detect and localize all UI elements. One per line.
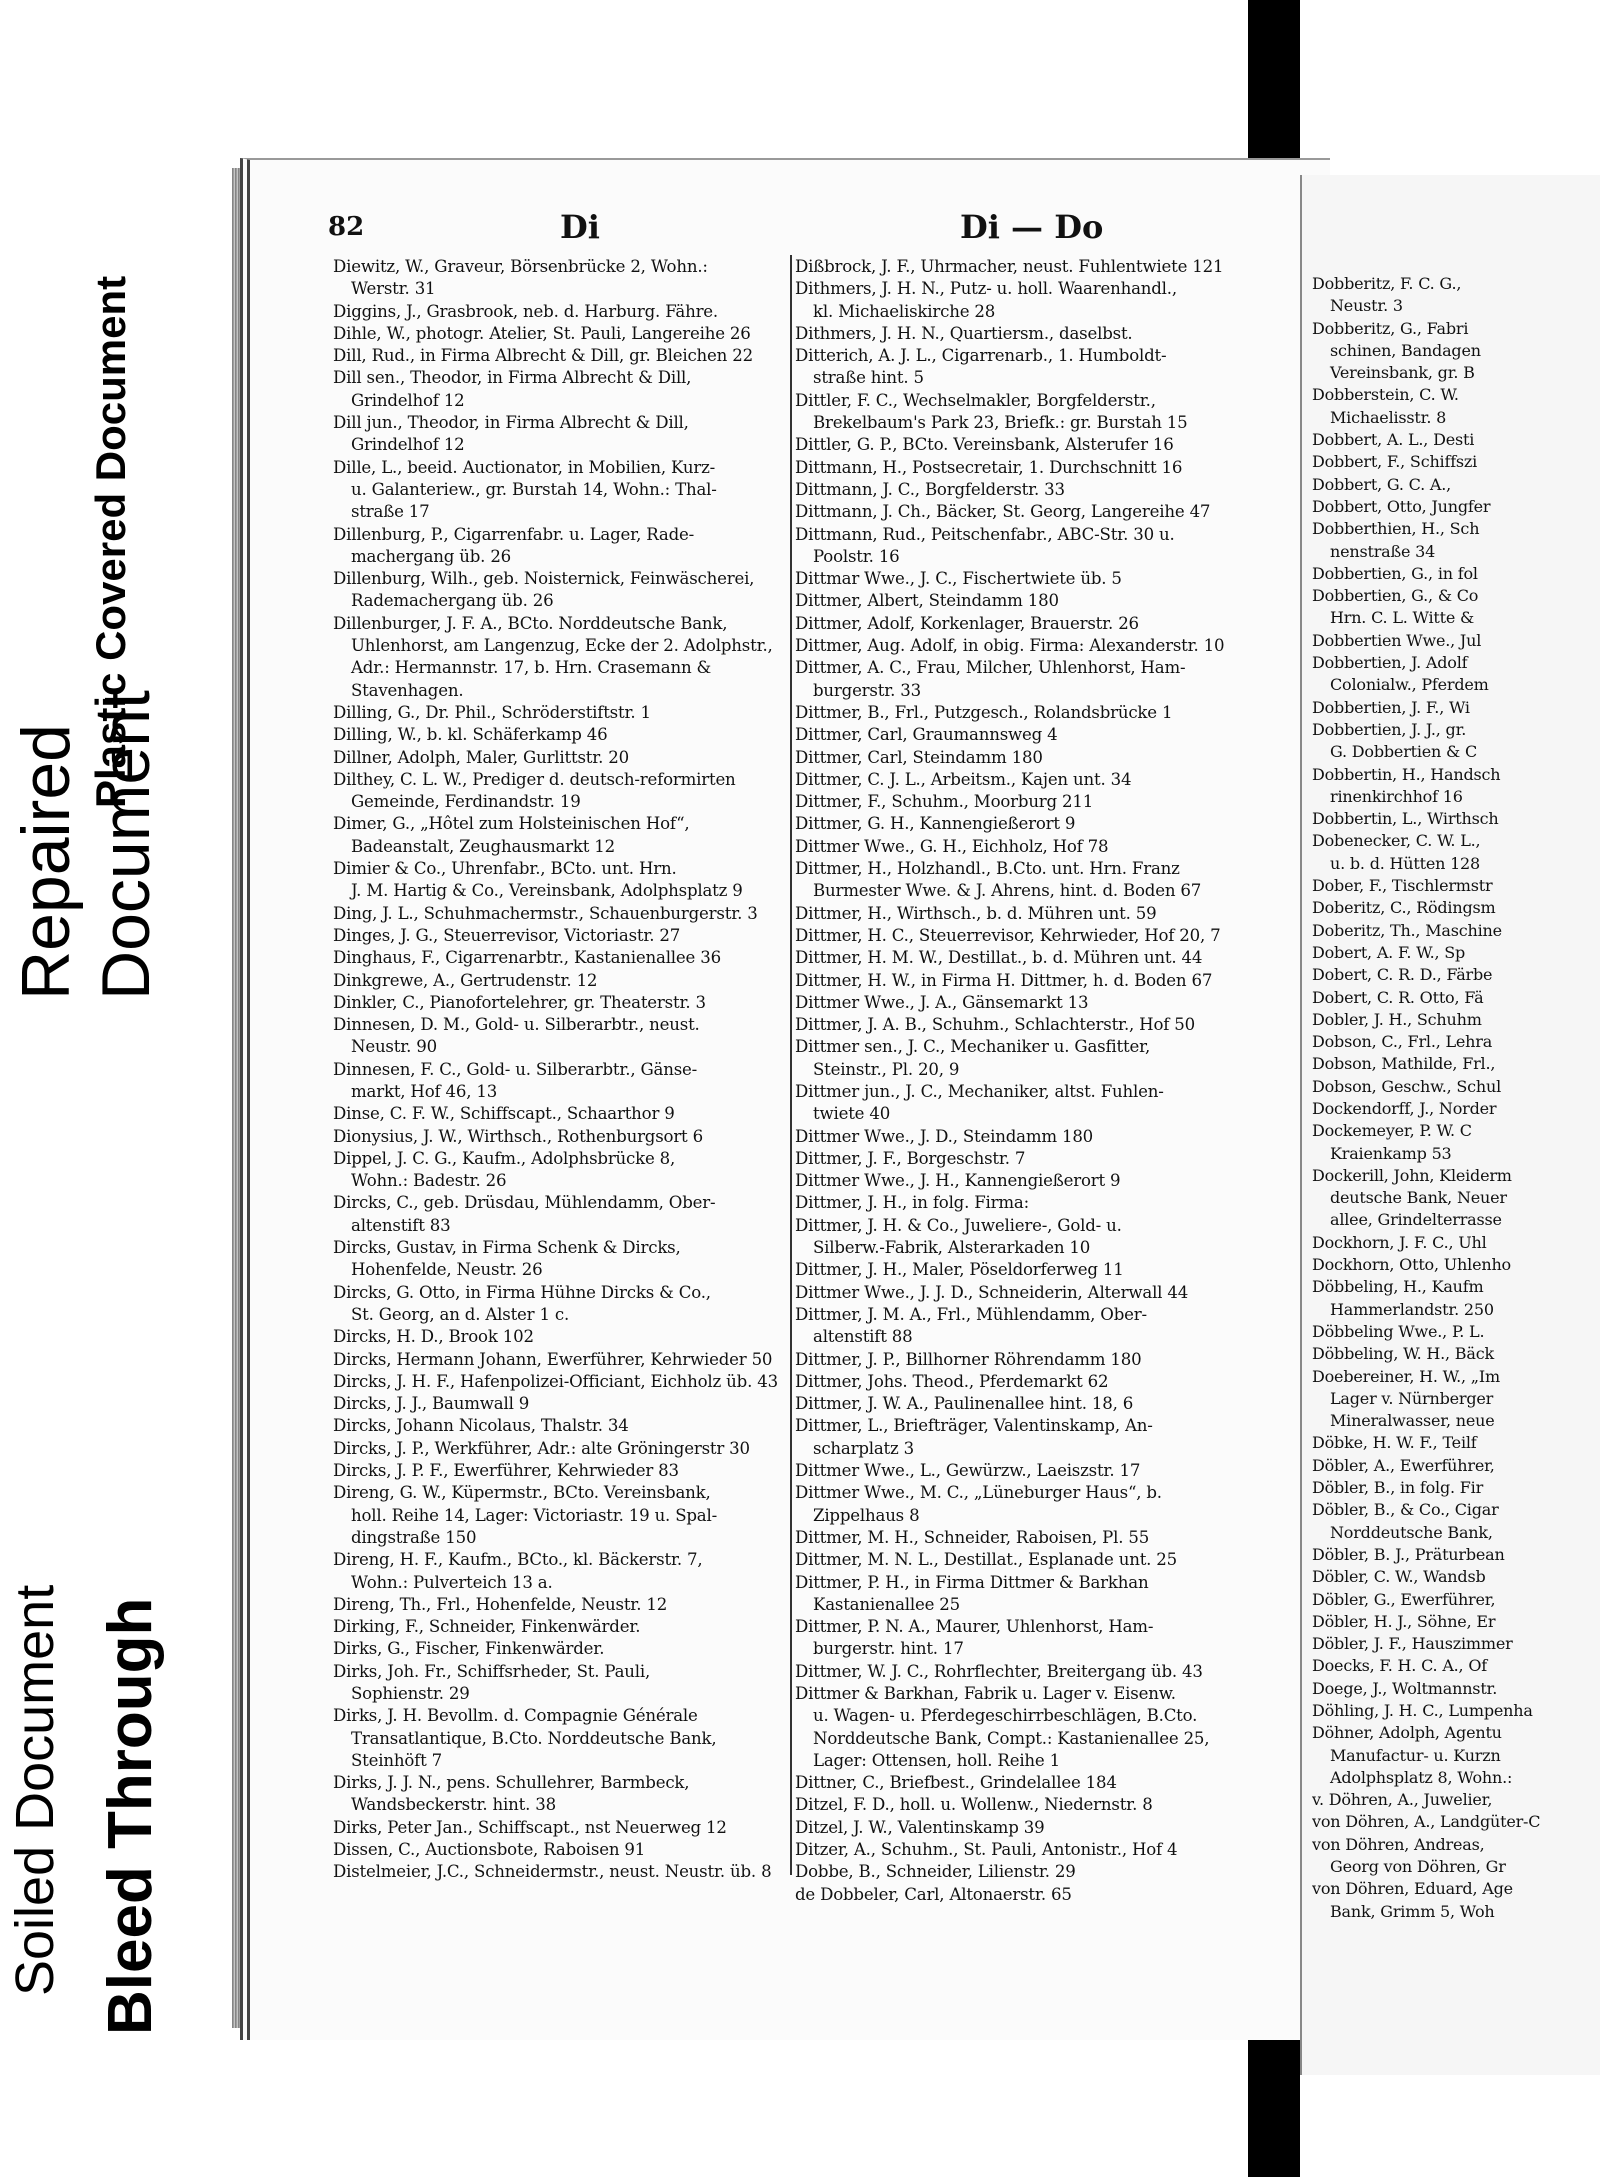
directory-entry-line: Transatlantique, B.Cto. Norddeutsche Bank, xyxy=(351,1728,717,1748)
page-header-right: Di — Do xyxy=(960,208,1104,246)
directory-entry-line: Dittmer, P. H., in Firma Dittmer & Barkhan xyxy=(795,1572,1149,1592)
directory-entry-line: Ding, J. L., Schuhmachermstr., Schauenburgerstr. 3 xyxy=(333,903,758,923)
directory-entry-line: Ditzel, J. W., Valentinskamp 39 xyxy=(795,1817,1045,1837)
directory-entry-line: Wandsbeckerstr. hint. 38 xyxy=(351,1795,556,1815)
directory-entry-line: Dinkgrewe, A., Gertrudenstr. 12 xyxy=(333,970,598,990)
repaired-label: Repaired xyxy=(8,724,84,1000)
directory-entry-line: Hrn. C. L. Witte & xyxy=(1330,608,1475,628)
directory-entry-line: Dilling, W., b. kl. Schäferkamp 46 xyxy=(333,725,608,745)
directory-entry-line: Dobbert, Otto, Jungfer xyxy=(1312,496,1491,516)
directory-entry-line: Dobbertien Wwe., Jul xyxy=(1312,630,1482,650)
directory-entry-line: Dircks, J. J., Baumwall 9 xyxy=(333,1394,530,1414)
directory-entry-line: altenstift 83 xyxy=(351,1215,451,1235)
directory-entry-line: Dissen, C., Auctionsbote, Raboisen 91 xyxy=(333,1840,646,1860)
directory-entry-line: Dittmer, J. H. & Co., Juweliere-, Gold- u. xyxy=(795,1215,1122,1235)
directory-entry-line: Dobert, A. F. W., Sp xyxy=(1312,942,1466,962)
directory-entry-line: Distelmeier, J.C., Schneidermstr., neust. Neustr. üb. 8 xyxy=(333,1862,772,1882)
directory-entry-line: Döbler, C. W., Wandsb xyxy=(1312,1567,1486,1587)
directory-entry-line: Diewitz, W., Graveur, Börsenbrücke 2, Wohn.: xyxy=(333,257,708,276)
directory-entry-line: Dittmann, J. Ch., Bäcker, St. Georg, Langereihe 47 xyxy=(795,502,1211,522)
directory-entry-line: Dobbertien, J. Adolf xyxy=(1312,653,1468,673)
directory-entry-line: Dille, L., beeid. Auctionator, in Mobilien, Kurz- xyxy=(333,457,716,477)
directory-entry-line: St. Georg, an d. Alster 1 c. xyxy=(351,1304,570,1324)
directory-entry-line: Werstr. 31 xyxy=(351,279,436,299)
directory-entry-line: Dißbrock, J. F., Uhrmacher, neust. Fuhlentwiete 121 xyxy=(795,257,1224,276)
directory-entry-line: Dirks, J. H. Bevollm. d. Compagnie Générale xyxy=(333,1706,698,1726)
directory-entry-line: Dobert, C. R. Otto, Fä xyxy=(1312,987,1484,1007)
plastic-covered-label: Plastic Covered Document xyxy=(87,275,134,808)
directory-entry-line: Dobberthien, H., Sch xyxy=(1312,519,1480,539)
document-label: Document xyxy=(88,690,164,1000)
directory-entry-line: Gemeinde, Ferdinandstr. 19 xyxy=(351,792,581,812)
directory-entry-line: Hammerlandstr. 250 xyxy=(1330,1299,1494,1319)
directory-entry-line: Uhlenhorst, am Langenzug, Ecke der 2. Adolphstr., xyxy=(351,636,773,656)
directory-entry-line: Dircks, J. P., Werkführer, Adr.: alte Gröningerstr 30 xyxy=(333,1438,750,1458)
directory-entry-line: Dillenburger, J. F. A., BCto. Norddeutsche Bank, xyxy=(333,613,728,633)
directory-entry-line: Dobenecker, C. W. L., xyxy=(1312,831,1481,851)
directory-entry-line: markt, Hof 46, 13 xyxy=(351,1081,498,1101)
directory-entry-line: Dimier & Co., Uhrenfabr., BCto. unt. Hrn. xyxy=(333,859,677,879)
directory-entry-line: Dittmann, Rud., Peitschenfabr., ABC-Str. 30 u. xyxy=(795,524,1175,544)
directory-entry-line: Wohn.: Badestr. 26 xyxy=(351,1171,507,1191)
directory-entry-line: Dittmann, H., Postsecretair, 1. Durchschnitt 16 xyxy=(795,457,1183,477)
directory-entry-line: Dittmer, Aug. Adolf, in obig. Firma: Alexanderstr. 10 xyxy=(795,636,1225,656)
directory-entry-line: Steinstr., Pl. 20, 9 xyxy=(813,1059,960,1079)
directory-entry-line: Dittmer, C. J. L., Arbeitsm., Kajen unt. 34 xyxy=(795,769,1132,789)
directory-entry-line: Dill, Rud., in Firma Albrecht & Dill, gr. Bleichen 22 xyxy=(333,346,753,366)
directory-entry-line: Döhling, J. H. C., Lumpenha xyxy=(1312,1701,1533,1720)
directory-entry-line: Dittmer, Albert, Steindamm 180 xyxy=(795,591,1059,611)
directory-entry-line: burgerstr. hint. 17 xyxy=(813,1639,964,1659)
directory-entry-line: Stavenhagen. xyxy=(351,680,464,700)
directory-entry-line: Dittmer Wwe., J. J. D., Schneiderin, Alterwall 44 xyxy=(795,1282,1189,1302)
directory-entry-line: Dircks, C., geb. Drüsdau, Mühlendamm, Ober- xyxy=(333,1193,716,1213)
directory-entry-line: Dittmer, H. W., in Firma H. Dittmer, h. d. Boden 67 xyxy=(795,970,1213,990)
directory-entry-line: Dockhorn, J. F. C., Uhl xyxy=(1312,1232,1487,1252)
directory-entry-line: Direng, G. W., Küpermstr., BCto. Vereinsbank, xyxy=(333,1483,711,1503)
directory-entry-line: Dittmer, F., Schuhm., Moorburg 211 xyxy=(795,792,1094,812)
directory-entry-line: Silberw.-Fabrik, Alsterarkaden 10 xyxy=(813,1238,1091,1258)
directory-entry-line: Döbler, J. F., Hauszimmer xyxy=(1312,1634,1513,1654)
directory-entry-line: straße 17 xyxy=(351,502,430,522)
directory-entry-line: Ditzer, A., Schuhm., St. Pauli, Antonistr., Hof 4 xyxy=(795,1840,1178,1860)
directory-entry-line: Döbler, B., in folg. Fir xyxy=(1312,1478,1484,1498)
directory-entry-line: Lager: Ottensen, holl. Reihe 1 xyxy=(813,1750,1060,1770)
directory-entry-line: Dittmer, M. H., Schneider, Raboisen, Pl. 55 xyxy=(795,1527,1150,1547)
directory-entry-line: Manufactur- u. Kurzn xyxy=(1330,1745,1501,1765)
directory-entry-line: v. Döhren, A., Juwelier, xyxy=(1312,1790,1493,1810)
directory-entry-line: Dillenburg, Wilh., geb. Noisternick, Feinwäscherei, xyxy=(333,569,755,589)
directory-entry-line: Dobbertin, H., Handsch xyxy=(1312,764,1501,784)
directory-entry-line: von Döhren, A., Landgüter-C xyxy=(1312,1812,1541,1832)
adjacent-page xyxy=(1300,175,1600,2075)
directory-entry-line: Dittmer, J. H., in folg. Firma: xyxy=(795,1193,1030,1213)
directory-entry-line: Dittmer, J. A. B., Schuhm., Schlachterstr., Hof 50 xyxy=(795,1015,1195,1035)
directory-entry-line: Dober, F., Tischlermstr xyxy=(1312,876,1493,896)
directory-entry-line: Colonialw., Pferdem xyxy=(1330,675,1489,695)
bleed-through-label: Bleed Through xyxy=(96,1597,165,2035)
directory-entry-line: Dobbertien, G., & Co xyxy=(1312,586,1479,606)
directory-entry-line: Dittmer, Johs. Theod., Pferdemarkt 62 xyxy=(795,1371,1109,1391)
directory-entry-line: Rademachergang üb. 26 xyxy=(351,591,554,611)
directory-entry-line: deutsche Bank, Neuer xyxy=(1330,1188,1507,1208)
directory-entry-line: twiete 40 xyxy=(813,1104,891,1124)
directory-entry-line: Dircks, J. P. F., Ewerführer, Kehrwieder 83 xyxy=(333,1461,679,1481)
directory-entry-line: Döbler, G., Ewerführer, xyxy=(1312,1589,1496,1609)
directory-entry-line: Dittmer, L., Briefträger, Valentinskamp, An- xyxy=(795,1416,1153,1436)
directory-entry-line: Wohn.: Pulverteich 13 a. xyxy=(351,1572,553,1592)
directory-entry-line: Dirks, J. J. N., pens. Schullehrer, Barmbeck, xyxy=(333,1773,690,1793)
directory-entry-line: Dittmer, G. H., Kannengießerort 9 xyxy=(795,814,1076,834)
directory-column-right xyxy=(795,256,1255,1906)
directory-entry-line: Dittmer & Barkhan, Fabrik u. Lager v. Eisenw. xyxy=(795,1684,1176,1703)
directory-entry-line: Dittmer, J. P., Billhorner Röhrendamm 180 xyxy=(795,1349,1142,1369)
page-header-left: Di xyxy=(560,208,600,246)
directory-entry-line: Ditterich, A. J. L., Cigarrenarb., 1. Humboldt- xyxy=(795,346,1167,366)
directory-entry-line: Dinnesen, F. C., Gold- u. Silberarbtr., Gänse- xyxy=(333,1059,698,1079)
directory-entry-line: Dillenburg, P., Cigarrenfabr. u. Lager, Rade- xyxy=(333,524,695,544)
directory-entry-line: Direng, H. F., Kaufm., BCto., kl. Bäckerstr. 7, xyxy=(333,1550,703,1570)
directory-entry-line: Neustr. 90 xyxy=(351,1037,437,1057)
directory-entry-line: Dirks, Peter Jan., Schiffscapt., nst Neuerweg 12 xyxy=(333,1817,727,1837)
directory-entry-line: Dircks, J. H. F., Hafenpolizei-Officiant, Eichholz üb. 43 xyxy=(333,1371,778,1391)
directory-entry-line: Dilling, G., Dr. Phil., Schröderstiftstr. 1 xyxy=(333,702,651,722)
directory-entry-line: Dinges, J. G., Steuerrevisor, Victoriastr. 27 xyxy=(333,925,681,945)
directory-entry-line: Burmester Wwe. & J. Ahrens, hint. d. Boden 67 xyxy=(813,881,1202,901)
directory-entry-line: Dittmer, Carl, Graumannsweg 4 xyxy=(795,725,1058,745)
directory-entry-line: holl. Reihe 14, Lager: Victoriastr. 19 u. Spal- xyxy=(351,1505,718,1525)
directory-entry-line: Dittmer, H., Wirthsch., b. d. Mühren unt. 59 xyxy=(795,903,1157,923)
directory-entry-line: Dittmann, J. C., Borgfelderstr. 33 xyxy=(795,479,1065,499)
directory-entry-line: Dockhorn, Otto, Uhlenho xyxy=(1312,1255,1511,1275)
directory-entry-line: Kastanienallee 25 xyxy=(813,1594,961,1614)
directory-entry-line: Ditzel, F. D., holl. u. Wollenw., Niedernstr. 8 xyxy=(795,1795,1153,1815)
directory-entry-line: Doberitz, Th., Maschine xyxy=(1312,920,1502,940)
directory-entry-line: Dittmer sen., J. C., Mechaniker u. Gasfitter, xyxy=(795,1037,1151,1057)
directory-entry-line: Dill jun., Theodor, in Firma Albrecht & Dill, xyxy=(333,413,689,433)
directory-entry-line: Dobbertin, L., Wirthsch xyxy=(1312,809,1499,829)
directory-entry-line: Dittmer Wwe., J. H., Kannengießerort 9 xyxy=(795,1171,1121,1191)
directory-entry-line: J. M. Hartig & Co., Vereinsbank, Adolphsplatz 9 xyxy=(351,881,743,901)
directory-entry-line: Dittmer, Adolf, Korkenlager, Brauerstr. 26 xyxy=(795,613,1139,633)
directory-entry-line: Dobbert, F., Schiffszi xyxy=(1312,452,1478,472)
directory-entry-line: von Döhren, Eduard, Age xyxy=(1312,1879,1513,1899)
directory-entry-line: Dircks, Gustav, in Firma Schenk & Dircks, xyxy=(333,1238,681,1258)
directory-entry-line: Dittmer jun., J. C., Mechaniker, altst. Fuhlen- xyxy=(795,1081,1164,1101)
directory-entry-line: Poolstr. 16 xyxy=(813,546,900,566)
directory-entry-line: Dittmer, Carl, Steindamm 180 xyxy=(795,747,1043,767)
directory-entry-line: u. b. d. Hütten 128 xyxy=(1330,853,1481,873)
directory-entry-line: Dill sen., Theodor, in Firma Albrecht & Dill, xyxy=(333,368,692,388)
directory-entry-line: Döbbeling Wwe., P. L. xyxy=(1312,1321,1485,1341)
directory-entry-line: Doege, J., Woltmannstr. xyxy=(1312,1678,1498,1698)
directory-entry-line: Dillner, Adolph, Maler, Gurlittstr. 20 xyxy=(333,747,630,767)
directory-entry-line: allee, Grindelterrasse xyxy=(1330,1210,1502,1230)
directory-entry-line: Dinnesen, D. M., Gold- u. Silberarbtr., neust. xyxy=(333,1015,700,1035)
directory-entry-line: Hohenfelde, Neustr. 26 xyxy=(351,1260,543,1280)
directory-entry-line: G. Dobbertien & C xyxy=(1330,742,1478,762)
directory-entry-line: Döbke, H. W. F., Teilf xyxy=(1312,1433,1477,1453)
directory-entry-line: Dobbertien, J. F., Wi xyxy=(1312,697,1470,717)
directory-entry-line: Grindelhof 12 xyxy=(351,435,465,455)
directory-entry-line: Dockerill, John, Kleiderm xyxy=(1312,1165,1512,1185)
directory-entry-line: dingstraße 150 xyxy=(351,1527,477,1547)
directory-entry-line: Dircks, H. D., Brook 102 xyxy=(333,1327,534,1347)
directory-entry-line: Dithmers, J. H. N., Putz- u. holl. Waarenhandl., xyxy=(795,279,1177,299)
directory-entry-line: Dittmer, J. W. A., Paulinenallee hint. 18, 6 xyxy=(795,1394,1134,1414)
directory-entry-line: Michaelisstr. 8 xyxy=(1330,407,1447,427)
directory-entry-line: schinen, Bandagen xyxy=(1330,340,1481,360)
directory-entry-line: Kraienkamp 53 xyxy=(1330,1143,1452,1163)
directory-entry-line: Dockemeyer, P. W. C xyxy=(1312,1121,1472,1141)
directory-entry-line: Doecks, F. H. C. A., Of xyxy=(1312,1656,1487,1676)
directory-entry-line: Zippelhaus 8 xyxy=(813,1505,920,1525)
directory-entry-line: nenstraße 34 xyxy=(1330,541,1436,561)
directory-entry-line: Georg von Döhren, Gr xyxy=(1330,1857,1506,1877)
directory-entry-line: Dittmar Wwe., J. C., Fischertwiete üb. 5 xyxy=(795,569,1122,589)
directory-entry-line: Döbler, B., & Co., Cigar xyxy=(1312,1500,1499,1520)
directory-entry-line: Grindelhof 12 xyxy=(351,390,465,410)
directory-entry-line: Dobberitz, F. C. G., xyxy=(1312,274,1462,293)
adjacent-page-column xyxy=(1312,273,1600,1923)
directory-entry-line: Dittmer Wwe., J. D., Steindamm 180 xyxy=(795,1126,1094,1146)
directory-entry-line: Bank, Grimm 5, Woh xyxy=(1330,1901,1495,1921)
directory-entry-line: Dittmer, W. J. C., Rohrflechter, Breitergang üb. 43 xyxy=(795,1661,1203,1681)
directory-entry-line: Dinghaus, F., Cigarrenarbtr., Kastanienallee 36 xyxy=(333,948,721,968)
directory-entry-line: Dobbertien, J. J., gr. xyxy=(1312,719,1467,739)
directory-entry-line: Lager v. Nürnberger xyxy=(1330,1388,1494,1408)
directory-entry-line: Dobbe, B., Schneider, Lilienstr. 29 xyxy=(795,1862,1076,1882)
directory-entry-line: Dionysius, J. W., Wirthsch., Rothenburgsort 6 xyxy=(333,1126,703,1146)
directory-entry-line: Badeanstalt, Zeughausmarkt 12 xyxy=(351,836,616,856)
page-number: 82 xyxy=(328,212,365,242)
directory-entry-line: Dithmers, J. H. N., Quartiersm., daselbst. xyxy=(795,323,1133,343)
directory-entry-line: kl. Michaeliskirche 28 xyxy=(813,301,996,321)
directory-entry-line: Dippel, J. C. G., Kaufm., Adolphsbrücke 8, xyxy=(333,1148,676,1168)
directory-entry-line: Dobson, C., Frl., Lehra xyxy=(1312,1032,1493,1052)
directory-entry-line: Döbler, H. J., Söhne, Er xyxy=(1312,1611,1496,1631)
directory-entry-line: Dobson, Geschw., Schul xyxy=(1312,1076,1502,1096)
directory-entry-line: Dittmer, J. H., Maler, Pöseldorferweg 11 xyxy=(795,1260,1124,1280)
directory-entry-line: Dinse, C. F. W., Schiffscapt., Schaarthor 9 xyxy=(333,1104,675,1124)
directory-entry-line: Norddeutsche Bank, xyxy=(1330,1522,1493,1542)
directory-entry-line: Dittmer, H., Holzhandl., B.Cto. unt. Hrn. Franz xyxy=(795,859,1180,879)
directory-entry-line: Direng, Th., Frl., Hohenfelde, Neustr. 12 xyxy=(333,1594,668,1614)
directory-entry-line: Döbler, A., Ewerführer, xyxy=(1312,1455,1495,1475)
directory-entry-line: Dobberitz, G., Fabri xyxy=(1312,318,1469,338)
directory-entry-line: Sophienstr. 29 xyxy=(351,1684,470,1703)
directory-entry-line: Norddeutsche Bank, Compt.: Kastanienallee 25, xyxy=(813,1728,1210,1748)
directory-entry-line: Dircks, G. Otto, in Firma Hühne Dircks & Co., xyxy=(333,1282,711,1302)
directory-entry-line: Dittmer, B., Frl., Putzgesch., Rolandsbrücke 1 xyxy=(795,702,1173,722)
directory-entry-line: Dircks, Hermann Johann, Ewerführer, Kehrwieder 50 xyxy=(333,1349,773,1369)
directory-entry-line: Dobert, C. R. D., Färbe xyxy=(1312,965,1493,985)
directory-entry-line: Dittner, C., Briefbest., Grindelallee 184 xyxy=(795,1773,1117,1793)
directory-entry-line: Dihle, W., photogr. Atelier, St. Pauli, Langereihe 26 xyxy=(333,323,751,343)
directory-entry-line: Mineralwasser, neue xyxy=(1330,1411,1495,1431)
directory-entry-line: scharplatz 3 xyxy=(813,1438,914,1458)
directory-entry-line: machergang üb. 26 xyxy=(351,546,512,566)
directory-entry-line: Dimer, G., „Hôtel zum Holsteinischen Hof“, xyxy=(333,814,690,834)
directory-entry-line: Steinhöft 7 xyxy=(351,1750,442,1770)
directory-entry-line: Adolphsplatz 8, Wohn.: xyxy=(1330,1767,1513,1787)
directory-column-left xyxy=(333,256,795,1884)
directory-entry-line: Dittmer Wwe., G. H., Eichholz, Hof 78 xyxy=(795,836,1109,856)
directory-entry-line: straße hint. 5 xyxy=(813,368,924,388)
directory-entry-line: Doberitz, C., Rödingsm xyxy=(1312,898,1496,918)
directory-entry-line: altenstift 88 xyxy=(813,1327,913,1347)
directory-entry-line: Dobberstein, C. W. xyxy=(1312,385,1459,405)
directory-entry-line: Dittmer, H. C., Steuerrevisor, Kehrwieder, Hof 20, 7 xyxy=(795,925,1221,945)
directory-entry-line: Dittmer Wwe., M. C., „Lüneburger Haus“, b. xyxy=(795,1483,1162,1503)
directory-entry-line: Dobler, J. H., Schuhm xyxy=(1312,1009,1482,1029)
directory-entry-line: Dirks, G., Fischer, Finkenwärder. xyxy=(333,1639,605,1659)
directory-entry-line: Döbbeling, W. H., Bäck xyxy=(1312,1344,1494,1364)
directory-entry-line: Döhner, Adolph, Agentu xyxy=(1312,1723,1502,1743)
directory-entry-line: Dirks, Joh. Fr., Schiffsrheder, St. Pauli, xyxy=(333,1661,651,1681)
directory-entry-line: Dobbert, G. C. A., xyxy=(1312,474,1452,494)
directory-entry-line: Doebereiner, H. W., „Im xyxy=(1312,1366,1500,1386)
directory-entry-line: Neustr. 3 xyxy=(1330,296,1403,316)
directory-entry-line: Vereinsbank, gr. B xyxy=(1330,363,1475,383)
directory-entry-line: Brekelbaum's Park 23, Briefk.: gr. Burstah 15 xyxy=(813,413,1188,433)
directory-entry-line: Dobson, Mathilde, Frl., xyxy=(1312,1054,1496,1074)
directory-entry-line: Dittmer Wwe., L., Gewürzw., Laeiszstr. 17 xyxy=(795,1461,1141,1481)
directory-entry-line: Döbler, B. J., Präturbean xyxy=(1312,1544,1505,1564)
directory-entry-line: Dinkler, C., Pianofortelehrer, gr. Theaterstr. 3 xyxy=(333,992,706,1012)
directory-entry-line: Dittmer, M. N. L., Destillat., Esplanade unt. 25 xyxy=(795,1550,1178,1570)
directory-entry-line: rinenkirchhof 16 xyxy=(1330,786,1463,806)
directory-entry-line: von Döhren, Andreas, xyxy=(1312,1834,1485,1854)
directory-entry-line: burgerstr. 33 xyxy=(813,680,921,700)
directory-entry-line: Dircks, Johann Nicolaus, Thalstr. 34 xyxy=(333,1416,629,1436)
directory-entry-line: u. Wagen- u. Pferdegeschirrbeschlägen, B.Cto. xyxy=(813,1706,1198,1726)
directory-entry-line: de Dobbeler, Carl, Altonaerstr. 65 xyxy=(795,1884,1072,1904)
directory-entry-line: Dirking, F., Schneider, Finkenwärder. xyxy=(333,1617,641,1637)
directory-entry-line: Dittmer Wwe., J. A., Gänsemarkt 13 xyxy=(795,992,1089,1012)
soiled-document-label: Soiled Document xyxy=(5,1584,65,1996)
directory-entry-line: Diggins, J., Grasbrook, neb. d. Harburg. Fähre. xyxy=(333,301,718,321)
directory-entry-line: Dittmer, A. C., Frau, Milcher, Uhlenhorst, Ham- xyxy=(795,658,1186,678)
directory-entry-line: Dittmer, J. M. A., Frl., Mühlendamm, Ober- xyxy=(795,1304,1147,1324)
directory-entry-line: Döbbeling, H., Kaufm xyxy=(1312,1277,1484,1297)
directory-entry-line: Dittler, G. P., BCto. Vereinsbank, Alsterufer 16 xyxy=(795,435,1174,455)
directory-entry-line: Dittmer, J. F., Borgeschstr. 7 xyxy=(795,1148,1026,1168)
directory-entry-line: Dittmer, H. M. W., Destillat., b. d. Mühren unt. 44 xyxy=(795,948,1203,968)
directory-entry-line: Dobbertien, G., in fol xyxy=(1312,563,1478,583)
directory-entry-line: Adr.: Hermannstr. 17, b. Hrn. Crasemann & xyxy=(351,658,712,678)
directory-entry-line: Dittler, F. C., Wechselmakler, Borgfelderstr., xyxy=(795,390,1156,410)
directory-entry-line: u. Galanteriew., gr. Burstah 14, Wohn.: Thal- xyxy=(351,479,717,499)
directory-entry-line: Dilthey, C. L. W., Prediger d. deutsch-reformirten xyxy=(333,769,736,789)
directory-entry-line: Dittmer, P. N. A., Maurer, Uhlenhorst, Ham- xyxy=(795,1617,1154,1637)
directory-entry-line: Dobbert, A. L., Desti xyxy=(1312,430,1475,450)
directory-entry-line: Dockendorff, J., Norder xyxy=(1312,1098,1497,1118)
